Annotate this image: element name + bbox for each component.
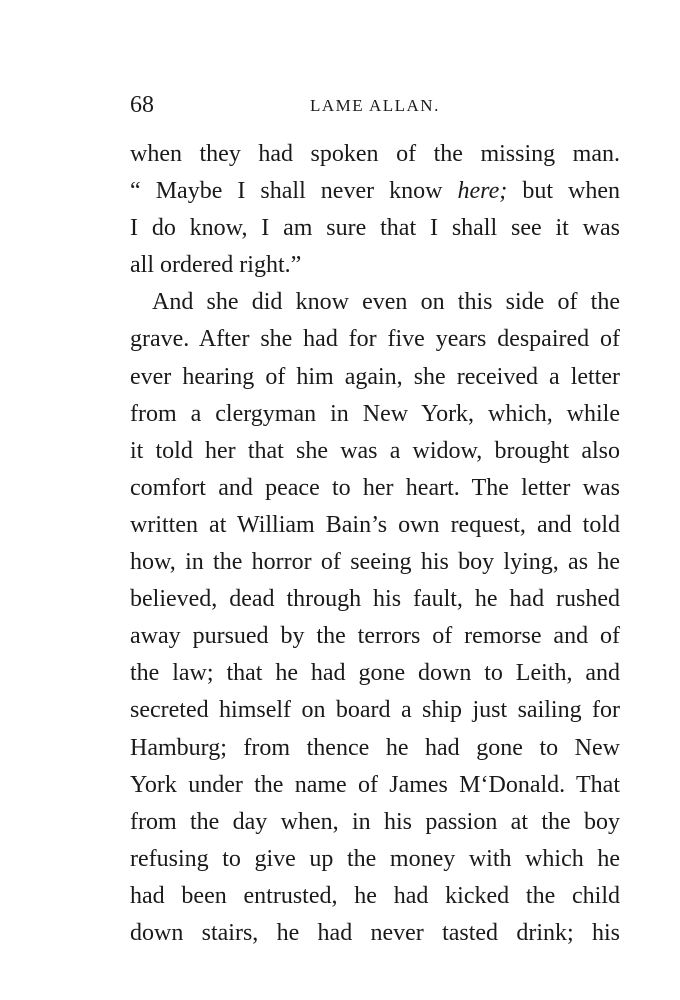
text-line: ever hearing of him again, she received a letter [130, 363, 620, 390]
text-line: all ordered right.” [130, 252, 302, 279]
text-line: away pursued by the terrors of remorse and of [130, 623, 620, 650]
text-line: comfort and peace to her heart. The letter was [130, 474, 620, 501]
text-line: believed, dead through his fault, he had rushed [130, 586, 620, 613]
text-line: written at William Bain’s own request, and told [130, 511, 620, 538]
text-line: had been entrusted, he had kicked the child [130, 882, 620, 909]
page-number: 68 [130, 92, 154, 118]
text-line: when they had spoken of the missing man. [130, 141, 620, 167]
text-line: refusing to give up the money with which he [130, 845, 620, 872]
text-line: Hamburg; from thence he had gone to New [130, 734, 620, 761]
text-line [130, 173, 620, 210]
running-title: LAME ALLAN. [310, 96, 440, 115]
text-line: grave. After she had for five years despaired of [130, 326, 620, 353]
text-line: it told her that she was a widow, brought also [130, 437, 620, 464]
text-line: York under the name of James M‘Donald. That [130, 771, 620, 798]
body-text [130, 136, 620, 952]
running-head [130, 88, 620, 122]
text-line: from a clergyman in New York, which, while [130, 400, 620, 427]
text-line: the law; that he had gone down to Leith, and [130, 660, 620, 687]
text-line: And she did know even on this side of the [152, 289, 620, 316]
text-line: how, in the horror of seeing his boy lying, as he [130, 549, 620, 576]
text-segment: “ Maybe I shall never know [130, 178, 443, 205]
text-line: from the day when, in his passion at the boy [130, 808, 620, 835]
text-line: down stairs, he had never tasted drink; his [130, 919, 620, 946]
text-line: I do know, I am sure that I shall see it was [130, 215, 620, 242]
text-line: secreted himself on board a ship just sailing for [130, 697, 620, 724]
text-segment: but when [522, 178, 621, 205]
italic-word: here; [457, 178, 508, 205]
